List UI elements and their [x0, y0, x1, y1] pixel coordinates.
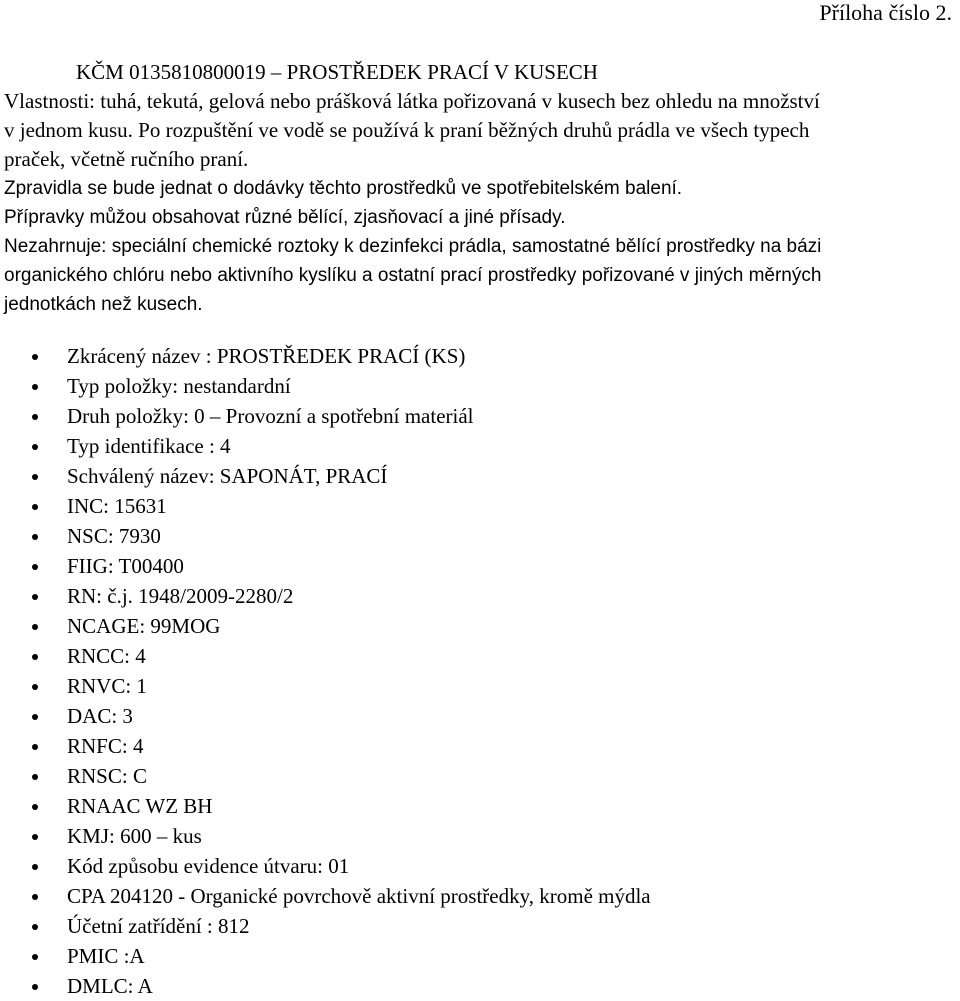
item-header — [4, 58, 959, 319]
property-item — [0, 371, 960, 401]
property-text: RNSC: C — [67, 764, 147, 788]
bullet-icon — [32, 624, 38, 630]
property-text: DAC: 3 — [67, 704, 133, 728]
property-item — [0, 791, 960, 821]
property-text: Kód způsobu evidence útvaru: 01 — [67, 854, 350, 878]
property-text: RNCC: 4 — [67, 644, 146, 668]
property-text: RN: č.j. 1948/2009-2280/2 — [67, 584, 294, 608]
property-item — [0, 941, 960, 971]
property-item — [0, 581, 960, 611]
property-list — [0, 341, 960, 1001]
property-text: KMJ: 600 – kus — [67, 824, 202, 848]
bullet-icon — [32, 444, 38, 450]
bullet-icon — [32, 354, 38, 360]
property-text: INC: 15631 — [67, 494, 167, 518]
property-item — [0, 971, 960, 1001]
property-item — [0, 641, 960, 671]
bullet-icon — [32, 714, 38, 720]
property-text: CPA 204120 - Organické povrchově aktivní prostředky, kromě mýdla — [67, 884, 651, 908]
description-line-4: Zpravidla se bude jednat o dodávky těchto prostředků ve spotřebitelském balení. — [4, 178, 683, 199]
bullet-icon — [32, 654, 38, 660]
property-text: NSC: 7930 — [67, 524, 161, 548]
bullet-icon — [32, 684, 38, 690]
bullet-icon — [32, 594, 38, 600]
bullet-icon — [32, 504, 38, 510]
property-text: Typ položky: nestandardní — [67, 374, 291, 398]
property-text: Účetní zatřídění : 812 — [67, 914, 250, 938]
bullet-icon — [32, 894, 38, 900]
description-line-5: Přípravky můžou obsahovat různé bělící, zjasňovací a jiné přísady. — [4, 207, 566, 228]
property-item — [0, 851, 960, 881]
bullet-icon — [32, 984, 38, 990]
property-text: DMLC: A — [67, 974, 153, 998]
bullet-icon — [32, 864, 38, 870]
bullet-icon — [32, 774, 38, 780]
description-line-2: v jednom kusu. Po rozpuštění ve vodě se používá k praní běžných druhů prádla ve všech typech — [4, 118, 810, 142]
bullet-icon — [32, 414, 38, 420]
property-item — [0, 821, 960, 851]
property-item — [0, 461, 960, 491]
bullet-icon — [32, 474, 38, 480]
annex-label: Příloha číslo 2. — [819, 0, 952, 25]
property-item — [0, 911, 960, 941]
bullet-icon — [32, 834, 38, 840]
property-item — [0, 521, 960, 551]
bullet-icon — [32, 924, 38, 930]
property-text: RNAAC WZ BH — [67, 794, 213, 818]
bullet-icon — [32, 534, 38, 540]
property-text: PMIC :A — [67, 944, 145, 968]
description-line-3: praček, včetně ručního praní. — [4, 147, 249, 171]
property-text: Schválený název: SAPONÁT, PRACÍ — [67, 464, 388, 488]
property-item — [0, 551, 960, 581]
property-item — [0, 611, 960, 641]
property-item — [0, 701, 960, 731]
bullet-icon — [32, 384, 38, 390]
bullet-icon — [32, 744, 38, 750]
property-item — [0, 881, 960, 911]
property-item — [0, 431, 960, 461]
item-title: KČM 0135810800019 – PROSTŘEDEK PRACÍ V KUSECH — [76, 60, 598, 84]
description-line-8: jednotkách než kusech. — [4, 294, 203, 315]
property-text: RNVC: 1 — [67, 674, 147, 698]
property-item — [0, 401, 960, 431]
bullet-icon — [32, 804, 38, 810]
description-line-7: organického chlóru nebo aktivního kyslíku a ostatní prací prostředky pořizované v jiných měrných — [4, 265, 822, 286]
property-text: Zkrácený název : PROSTŘEDEK PRACÍ (KS) — [67, 344, 466, 368]
property-item — [0, 491, 960, 521]
bullet-icon — [32, 954, 38, 960]
property-item — [0, 671, 960, 701]
property-text: NCAGE: 99MOG — [67, 614, 221, 638]
property-text: FIIG: T00400 — [67, 554, 184, 578]
description-line-6: Nezahrnuje: speciální chemické roztoky k dezinfekci prádla, samostatné bělící prostředky na bázi — [4, 236, 822, 257]
description-line-1: Vlastnosti: tuhá, tekutá, gelová nebo prášková látka pořizovaná v kusech bez ohledu na množství — [4, 89, 820, 113]
property-text: RNFC: 4 — [67, 734, 144, 758]
property-text: Druh položky: 0 – Provozní a spotřební materiál — [67, 404, 474, 428]
property-item — [0, 731, 960, 761]
property-item — [0, 761, 960, 791]
bullet-icon — [32, 564, 38, 570]
property-text: Typ identifikace : 4 — [67, 434, 231, 458]
property-item — [0, 341, 960, 371]
